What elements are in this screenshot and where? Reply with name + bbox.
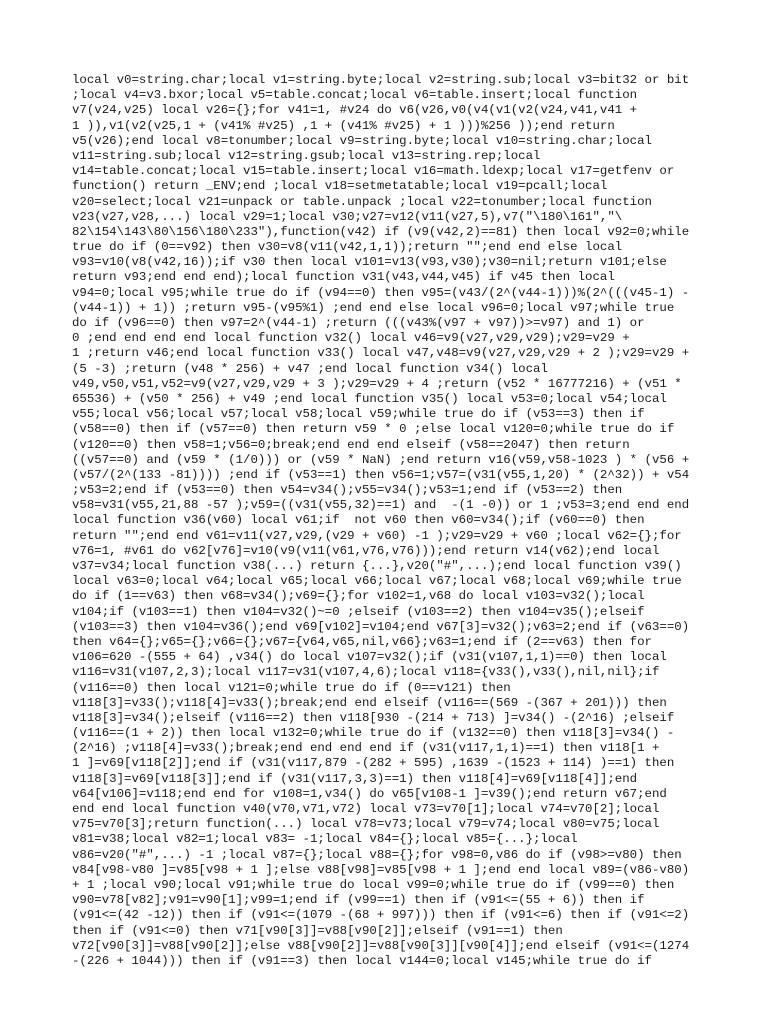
code-line: (v91<=(42 -12)) then if (v91<=(1079 -(68 + 997))) then if (v91<=6) then if (v91<=2) <box>72 908 690 923</box>
code-line: end end local function v40(v70,v71,v72) local v73=v70[1];local v74=v70[2];local <box>72 802 660 816</box>
code-line: then v64={};v65={};v66={};v67={v64,v65,nil,v66};v63=1;end if (2==v63) then for <box>72 634 652 649</box>
code-line: 82\154\143\80\156\180\233"),function(v42) if (v9(v42,2)==81) then local v92=0;while <box>72 224 690 239</box>
code-line: v81=v38;local v82=1;local v83= -1;local v84={};local v85={...};local <box>72 832 578 847</box>
code-line: -(226 + 1044))) then if (v91==3) then local v144=0;local v145;while true do if <box>72 953 652 968</box>
code-line: (5 -3) ;return (v48 * 256) + v47 ;end local function v34() local <box>72 361 548 376</box>
code-line: v106=620 -(555 + 64) ,v34() do local v107=v32();if (v31(v107,1,1)==0) then local <box>72 650 667 665</box>
code-line: v64[v106]=v118;end end for v108=1,v34() do v65[v108-1 ]=v39();end return v67;end <box>72 786 667 801</box>
code-line: local v0=string.char;local v1=string.byte;local v2=string.sub;local v3=bit32 or bit <box>72 73 690 87</box>
code-line: ;v53=2;end if (v53==0) then v54=v34();v55=v34();v53=1;end if (v53==2) then <box>72 483 623 498</box>
code-line: local function v36(v60) local v61;if not v60 then v60=v34();if (v60==0) then <box>72 513 645 528</box>
code-line: v7(v24,v25) local v26={};for v41=1, #v24 do v6(v26,v0(v4(v1(v2(v24,v41,v41 + <box>72 103 638 118</box>
code-line: (v116==0) then local v121=0;while true do if (0==v121) then <box>72 680 511 695</box>
code-line: v14=table.concat;local v15=table.insert;local v16=math.ldexp;local v17=getfenv or <box>72 164 675 179</box>
code-line: v118[3]=v69[v118[3]];end if (v31(v117,3,3)==1) then v118[4]=v69[v118[4]];end <box>72 771 638 786</box>
code-listing <box>72 73 712 969</box>
code-line: ;local v4=v3.bxor;local v5=table.concat;local v6=table.insert;local function <box>72 88 638 103</box>
code-line: v72[v90[3]]=v88[v90[2]];else v88[v90[2]]=v88[v90[3]][v90[4]];end elseif (v91<=(1274 <box>72 938 690 953</box>
code-line: 0 ;end end end end local function v32() local v46=v9(v27,v29,v29);v29=v29 + <box>72 331 630 346</box>
code-line: 65536) + (v50 * 256) + v49 ;end local function v35() local v53=0;local v54;local <box>72 391 667 406</box>
code-line: v86=v20("#",...) -1 ;local v87={};local v88={};for v98=0,v86 do if (v98>=v80) then <box>72 847 682 862</box>
code-line: (v103==3) then v104=v36();end v69[v102]=v104;end v67[3]=v32();v63=2;end if (v63==0) <box>72 619 690 634</box>
code-line: 1 ;return v46;end local function v33() local v47,v48=v9(v27,v29,v29 + 2 );v29=v29 + <box>72 346 690 361</box>
code-line: v5(v26);end local v8=tonumber;local v9=string.byte;local v10=string.char;local <box>72 133 652 148</box>
code-line: v55;local v56;local v57;local v58;local v59;while true do if (v53==3) then if <box>72 407 645 422</box>
code-line: v49,v50,v51,v52=v9(v27,v29,v29 + 3 );v29=v29 + 4 ;return (v52 * 16777216) + (v51 * <box>72 376 682 391</box>
code-line: (v116==(1 + 2)) then local v132=0;while true do if (v132==0) then v118[3]=v34() - <box>72 726 675 741</box>
code-line: (v57/(2^(133 -81)))) ;end if (v53==1) then v56=1;v57=(v31(v55,1,20) * (2^32)) + v54 <box>72 467 690 482</box>
code-line: v93=v10(v8(v42,16));if v30 then local v101=v13(v93,v30);v30=nil;return v101;else <box>72 255 667 270</box>
code-line: v118[3]=v34();elseif (v116==2) then v118[930 -(214 + 713) ]=v34() -(2^16) ;elseif <box>72 710 675 725</box>
code-line: true do if (0==v92) then v30=v8(v11(v42,1,1));return "";end end else local <box>72 240 623 255</box>
code-line: 1 ]=v69[v118[2]];end if (v31(v117,879 -(282 + 595) ,1639 -(1523 + 114) )==1) then <box>72 756 675 771</box>
code-line: then if (v91<=0) then v71[v90[3]]=v88[v90[2]];elseif (v91==1) then <box>72 923 563 938</box>
code-line: function() return _ENV;end ;local v18=setmetatable;local v19=pcall;local <box>72 179 608 194</box>
code-line: v116=v31(v107,2,3);local v117=v31(v107,4,6);local v118={v33(),v33(),nil,nil};if <box>72 665 660 680</box>
code-line: v37=v34;local function v38(...) return {...},v20("#",...);end local function v39() <box>72 559 682 573</box>
code-line: v104;if (v103==1) then v104=v32()~=0 ;elseif (v103==2) then v104=v35();elseif <box>72 604 645 619</box>
code-line: v90=v78[v82];v91=v90[1];v99=1;end if (v99==1) then if (v91<=(55 + 6)) then if <box>72 893 645 908</box>
code-line: 1 )),v1(v2(v25,1 + (v41% #v25) ,1 + (v41% #v25) + 1 )))%256 ));end return <box>72 118 615 133</box>
code-line: (v120==0) then v58=1;v56=0;break;end end end elseif (v58==2047) then return <box>72 437 630 452</box>
code-line: ((v57==0) and (v59 * (1/0))) or (v59 * NaN) ;end return v16(v59,v58-1023 ) * (v56 + <box>72 452 690 467</box>
code-line: + 1 ;local v90;local v91;while true do local v99=0;while true do if (v99==0) then <box>72 877 675 892</box>
code-line: return v93;end end end);local function v31(v43,v44,v45) if v45 then local <box>72 270 615 285</box>
code-line: do if (1==v63) then v68=v34();v69={};for v102=1,v68 do local v103=v32();local <box>72 589 645 604</box>
code-line: v94=0;local v95;while true do if (v94==0) then v95=(v43/(2^(v44-1)))%(2^(((v45-1) - <box>72 285 690 300</box>
code-line: v118[3]=v33();v118[4]=v33();break;end end elseif (v116==(569 -(367 + 201))) then <box>72 695 667 710</box>
code-line: local v63=0;local v64;local v65;local v66;local v67;local v68;local v69;while true <box>72 574 682 589</box>
code-line: v11=string.sub;local v12=string.gsub;local v13=string.rep;local <box>72 148 541 163</box>
code-line: v76=1, #v61 do v62[v76]=v10(v9(v11(v61,v76,v76)));end return v14(v62);end local <box>72 543 660 558</box>
code-line: (v58==0) then if (v57==0) then return v59 * 0 ;else local v120=0;while true do if <box>72 422 675 437</box>
code-line: v20=select;local v21=unpack or table.unpack ;local v22=tonumber;local function <box>72 194 652 209</box>
code-line: (2^16) ;v118[4]=v33();break;end end end end if (v31(v117,1,1)==1) then v118[1 + <box>72 741 660 756</box>
code-line: return "";end end v61=v11(v27,v29,(v29 + v60) -1 );v29=v29 + v60 ;local v62={};for <box>72 528 682 543</box>
code-line: v75=v70[3];return function(...) local v78=v73;local v79=v74;local v80=v75;local <box>72 817 660 832</box>
code-line: do if (v96==0) then v97=2^(v44-1) ;return (((v43%(v97 + v97))>=v97) and 1) or <box>72 316 645 330</box>
code-line: v23(v27,v28,...) local v29=1;local v30;v27=v12(v11(v27,5),v7("\180\161","\ <box>72 209 623 224</box>
code-line: (v44-1)) + 1)) ;return v95-(v95%1) ;end end else local v96=0;local v97;while true <box>72 300 675 315</box>
code-line: v58=v31(v55,21,88 -57 );v59=((v31(v55,32)==1) and -(1 -0)) or 1 ;v53=3;end end end <box>72 498 690 513</box>
code-line: v84[v98-v80 ]=v85[v98 + 1 ];else v88[v98]=v85[v98 + 1 ];end end local v89=(v86-v80) <box>72 862 690 877</box>
